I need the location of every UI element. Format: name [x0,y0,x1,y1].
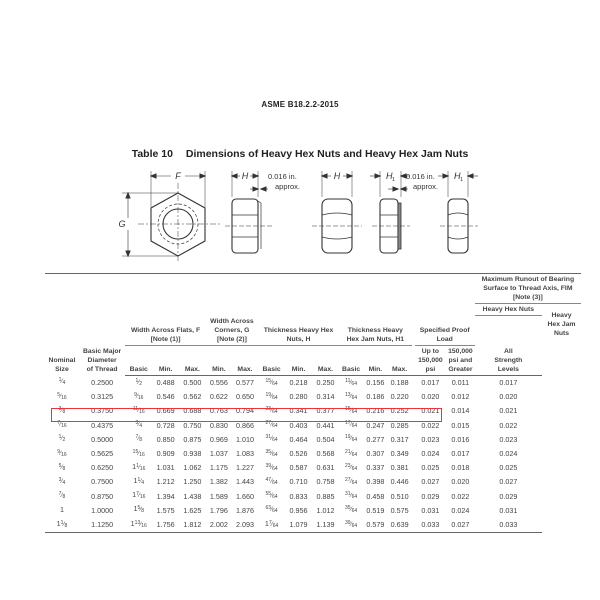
cell-h-basic: $1^7⁄_{64}$ [258,518,285,533]
cell-runout-low: 0.017 [421,378,440,387]
cell-f-min: 1.575 [156,505,175,515]
cell-h1-basic: $^{13}⁄_{64}$ [345,391,358,401]
cell-h-min: 0.710 [289,477,308,487]
cell-h-min: 0.280 [289,392,308,402]
cell-f-basic: $^{11}⁄_{16}$ [132,405,145,415]
cell-g-max: 0.577 [235,378,254,387]
cell-h-basic: $^{23}⁄_{64}$ [265,405,278,415]
up-to-150000-header: Up to 150,000 psi [415,345,446,375]
cell-h1-min: 0.337 [366,463,385,473]
heavy-hex-double-chamfer-side-view-icon [312,171,362,253]
cell-h-basic: $^{31}⁄_{64}$ [265,434,278,444]
cell-h1-min: 0.186 [366,392,385,402]
cell-f-basic: $^9⁄_{16}$ [134,391,144,401]
cell-h-basic: $^{15}⁄_{64}$ [265,377,278,387]
cell-h1-basic: $^{21}⁄_{64}$ [345,448,358,458]
cell-size: $^7⁄_8$ [58,491,66,501]
cell-runout-high: 0.024 [451,505,470,515]
table-row [45,390,581,404]
cell-h-max: 1.139 [312,518,339,533]
cell-g-min: 0.556 [209,378,228,387]
svg-text:approx.: approx. [275,182,301,191]
cell-f-min: 0.850 [156,434,175,444]
width-across-flats-header: Width Across Flats, F [Note (1)] [125,316,206,346]
cell-g-max: 1.443 [235,477,254,487]
cell-diameter: 0.3750 [91,406,114,416]
table-row [45,404,581,418]
header-row-3 [45,316,581,346]
table-title-text: Dimensions of Heavy Hex Nuts and Heavy Hex Jam Nuts [185,148,469,160]
cell-h1-max: 0.188 [390,378,409,387]
cell-f-basic: $^1⁄_2$ [135,377,143,387]
svg-text:approx.: approx. [413,182,439,191]
svg-text:H: H [241,171,249,181]
cell-runout-low: 0.022 [421,420,440,430]
cell-f-max: 0.750 [183,420,202,430]
cell-runout-high: 0.011 [451,378,470,387]
cell-size: 1 [59,504,64,514]
table-row [45,432,581,446]
cell-runout-jam: 0.029 [499,491,518,501]
cell-h-max: 0.885 [316,491,335,501]
cell-runout-jam: 0.031 [499,505,518,515]
width-across-corners-header: Width Across Corners, G [Note (2)] [206,316,258,346]
cell-h-basic: $^{55}⁄_{64}$ [265,491,278,501]
cell-h-basic: $^{27}⁄_{64}$ [265,420,278,430]
max-runout-header: Maximum Runout of Bearing Surface to Thread Axis, FIM [Note (3)] [475,274,581,304]
all-strength-header: All Strength Levels [475,345,542,375]
cell-h-max: 0.504 [316,434,335,444]
cell-f-min: 0.728 [156,420,175,430]
cell-f-basic: $1^{13}⁄_{16}$ [125,518,152,533]
svg-text:H: H [333,171,341,181]
hex-nut-top-view-icon [122,171,220,263]
svg-text:0.016 in.: 0.016 in. [406,172,435,181]
cell-h1-min: 0.398 [366,477,385,487]
cell-g-max: 1.083 [235,449,254,459]
cell-runout-high: 0.020 [451,477,470,487]
cell-size: $^1⁄_4$ [58,377,66,387]
table-row [45,503,581,517]
cell-runout-jam: 0.020 [499,392,518,402]
cell-runout-high: 0.018 [451,463,470,473]
table-row [45,447,581,461]
cell-g-min: 1.382 [209,477,228,487]
cell-h1-basic: $^{17}⁄_{64}$ [345,420,358,430]
cell-h1-max: 0.252 [390,406,409,416]
cell-h1-min: 0.579 [363,518,387,533]
cell-h1-max: 0.381 [390,463,409,473]
cell-h1-min: 0.458 [366,491,385,501]
cell-f-basic: $^7⁄_8$ [135,434,143,444]
cell-runout-low: 0.023 [421,434,440,444]
cell-runout-low: 0.025 [421,463,440,473]
cell-h1-max: 0.639 [387,518,411,533]
cell-f-basic: $1^1⁄_4$ [133,475,145,486]
thickness-jam-header: Thickness Heavy Hex Jam Nuts, H1 [339,316,412,346]
table-body [45,375,581,532]
cell-runout-high: 0.014 [451,406,470,416]
cell-g-min: 0.830 [209,420,228,430]
header-row-2 [45,304,581,316]
cell-g-max: 0.650 [235,392,254,402]
cell-diameter: 0.4375 [91,420,114,430]
cell-diameter: 0.6250 [91,463,114,473]
cell-f-max: 0.562 [183,392,202,402]
cell-g-max: 1.876 [235,505,254,515]
cell-diameter: 0.2500 [91,377,114,387]
table-row [45,475,581,489]
cell-h-basic: $^{63}⁄_{64}$ [265,505,278,515]
cell-h1-basic: $^{39}⁄_{64}$ [339,518,363,533]
cell-runout-jam: 0.021 [499,406,518,416]
cell-f-min: 0.546 [156,392,175,402]
cell-g-max: 1.010 [235,434,254,444]
cell-h1-min: 0.216 [366,406,385,416]
jam-nut-side-view-icon [370,171,410,253]
cell-f-min: 0.488 [156,378,175,387]
cell-f-max: 1.438 [183,491,202,501]
cell-g-max: 1.660 [235,491,254,501]
cell-h1-min: 0.156 [366,378,385,387]
cell-runout-jam: 0.024 [499,449,518,459]
cell-h-max: 0.441 [316,420,335,430]
cell-f-basic: $^{15}⁄_{16}$ [132,448,145,458]
svg-text:1: 1 [460,177,464,183]
cell-h1-max: 0.446 [390,477,409,487]
cell-h1-min: 0.519 [366,505,385,515]
cell-h-min: 0.341 [289,406,308,416]
cell-runout-jam: 0.017 [499,378,518,387]
cell-h-min: 0.464 [289,434,308,444]
heavy-hex-jam-nuts-header: Heavy Hex Jam Nuts [547,312,576,337]
cell-h-min: 0.403 [289,420,308,430]
cell-f-min: 0.669 [156,406,175,416]
table-title [0,148,600,160]
cell-diameter: 0.3125 [91,392,114,402]
cell-runout-low: 0.029 [421,491,440,501]
cell-f-min: 1.212 [156,477,175,487]
cell-f-min: 1.031 [156,463,175,473]
cell-h1-min: 0.247 [366,420,385,430]
cell-f-max: 1.250 [183,477,202,487]
svg-text:H: H [454,171,461,181]
specified-proof-load-header: Specified Proof Load [415,316,475,346]
cell-h-basic: $^{19}⁄_{64}$ [265,391,278,401]
table-row [45,461,581,475]
svg-text:G: G [118,219,126,229]
cell-h1-max: 0.220 [390,392,409,402]
cell-f-max: 1.812 [179,518,206,533]
basic-major-diameter-header: Basic Major Diameter of Thread [83,348,122,373]
cell-size: $^3⁄_8$ [58,405,66,415]
cell-h1-basic: $^{27}⁄_{64}$ [345,476,358,486]
cell-f-basic: $1^1⁄_{16}$ [132,461,146,472]
cell-h1-basic: $^{23}⁄_{64}$ [345,462,358,472]
cell-g-min: 0.763 [209,406,228,416]
cell-runout-jam: 0.022 [499,420,518,430]
cell-h1-basic: $^{35}⁄_{64}$ [345,505,358,515]
cell-g-max: 1.227 [235,463,254,473]
cell-g-min: 1.796 [209,505,228,515]
cell-h-basic: $^{47}⁄_{64}$ [265,476,278,486]
cell-runout-low: 0.024 [421,449,440,459]
header-row-4: Basic Min. Max. Min. Max. Basic Min. Max. Basic Min. Max. Up to 150,000 psi 150,000 psi and Greater All Strength Levels [45,345,581,375]
cell-h1-max: 0.510 [390,491,409,501]
svg-text:0.016 in.: 0.016 in. [268,172,297,181]
cell-f-max: 0.875 [183,434,202,444]
document-header: ASME B18.2.2-2015 [261,100,339,109]
table-row [45,518,581,533]
cell-h1-basic: $^{31}⁄_{64}$ [345,491,358,501]
cell-h-max: 0.568 [316,449,335,459]
heavy-hex-nuts-header: Heavy Hex Nuts [475,304,542,316]
cell-g-min: 0.622 [209,392,228,402]
table-row [45,489,581,503]
cell-h-basic: $^{35}⁄_{64}$ [265,448,278,458]
cell-h1-max: 0.575 [390,505,409,515]
cell-runout-low: 0.027 [421,477,440,487]
cell-h1-basic: $^{11}⁄_{64}$ [345,377,357,387]
cell-f-basic: $^3⁄_4$ [135,420,143,430]
cell-f-max: 0.688 [183,406,202,416]
cell-runout-jam: 0.025 [499,463,518,473]
cell-h-basic: $^{39}⁄_{64}$ [265,462,278,472]
cell-h1-min: 0.307 [366,449,385,459]
dimensions-table [45,273,581,533]
cell-g-max: 0.866 [235,420,254,430]
cell-size: $^1⁄_2$ [58,434,66,444]
cell-f-min: 1.394 [156,491,175,501]
cell-h1-max: 0.317 [390,434,409,444]
table-row [45,375,581,390]
cell-runout-high: 0.012 [451,392,470,402]
cell-h-min: 1.079 [285,518,312,533]
cell-size: $^5⁄_{16}$ [57,391,67,401]
cell-runout-high: 0.022 [451,491,470,501]
cell-h-max: 0.758 [316,477,335,487]
svg-text:F: F [175,171,181,181]
cell-h1-max: 0.349 [390,449,409,459]
cell-g-max: 0.794 [235,406,254,416]
jam-nut-double-chamfer-side-view-icon [438,171,478,253]
cell-diameter: 1.0000 [91,505,114,515]
cell-size: $^3⁄_4$ [58,476,66,486]
cell-g-min: 0.969 [209,434,228,444]
table-number: Table 10 [131,148,173,160]
cell-runout-high: 0.015 [451,420,470,430]
cell-f-min: 1.756 [152,518,179,533]
cell-diameter: 1.1250 [79,518,125,533]
cell-runout-high: 0.027 [446,518,475,533]
cell-diameter: 0.5625 [91,449,114,459]
cell-f-max: 1.062 [183,463,202,473]
cell-size: $1^1⁄_8$ [45,518,79,533]
cell-h-min: 0.526 [289,449,308,459]
cell-runout-low: 0.020 [421,392,440,402]
cell-runout-low: 0.031 [421,505,440,515]
cell-h-max: 0.631 [316,463,335,473]
cell-f-max: 0.938 [183,449,202,459]
cell-h-max: 0.314 [316,392,335,402]
cell-h-min: 0.218 [289,378,308,387]
svg-text:H: H [386,171,393,181]
over-150000-header: 150,000 psi and Greater [446,345,475,375]
cell-h1-basic: $^{19}⁄_{64}$ [345,434,358,444]
thickness-heavy-hex-header: Thickness Heavy Hex Nuts, H [258,316,339,346]
cell-g-min: 1.037 [209,449,228,459]
cell-size: $^5⁄_8$ [58,462,66,472]
cell-runout-jam: 0.033 [475,518,542,533]
cell-runout-high: 0.017 [451,449,470,459]
cell-f-basic: $1^7⁄_{16}$ [132,490,146,501]
cell-diameter: 0.8750 [91,491,114,501]
heavy-hex-side-view-icon [225,171,272,253]
cell-h-max: 0.250 [316,378,335,387]
cell-h-max: 0.377 [316,406,335,416]
cell-h-min: 0.956 [289,505,308,515]
cell-f-max: 0.500 [183,378,202,387]
nominal-size-header: Nominal Size [48,357,76,373]
cell-h1-min: 0.277 [366,434,385,444]
cell-runout-low: 0.033 [415,518,446,533]
cell-runout-jam: 0.027 [499,477,518,487]
cell-size: $^9⁄_{16}$ [57,448,67,458]
cell-g-min: 2.002 [206,518,232,533]
cell-g-min: 1.175 [209,463,228,473]
cell-f-basic: $1^5⁄_8$ [133,504,145,515]
svg-text:1: 1 [392,177,396,183]
cell-runout-jam: 0.023 [499,434,518,444]
nut-dimension-figure [100,163,520,268]
cell-runout-high: 0.016 [451,434,470,444]
cell-f-min: 0.909 [156,449,175,459]
cell-diameter: 0.5000 [91,434,114,444]
cell-size: $^7⁄_{16}$ [57,420,67,430]
cell-diameter: 0.7500 [91,477,114,487]
cell-f-max: 1.625 [183,505,202,515]
cell-h-max: 1.012 [316,505,335,515]
header-row-1 [45,274,581,304]
cell-g-max: 2.093 [232,518,258,533]
cell-h1-basic: $^{15}⁄_{64}$ [345,405,358,415]
cell-h-min: 0.833 [289,491,308,501]
cell-runout-low: 0.021 [421,406,440,416]
cell-h-min: 0.587 [289,463,308,473]
cell-g-min: 1.589 [209,491,228,501]
table-row [45,418,581,432]
cell-h1-max: 0.285 [390,420,409,430]
